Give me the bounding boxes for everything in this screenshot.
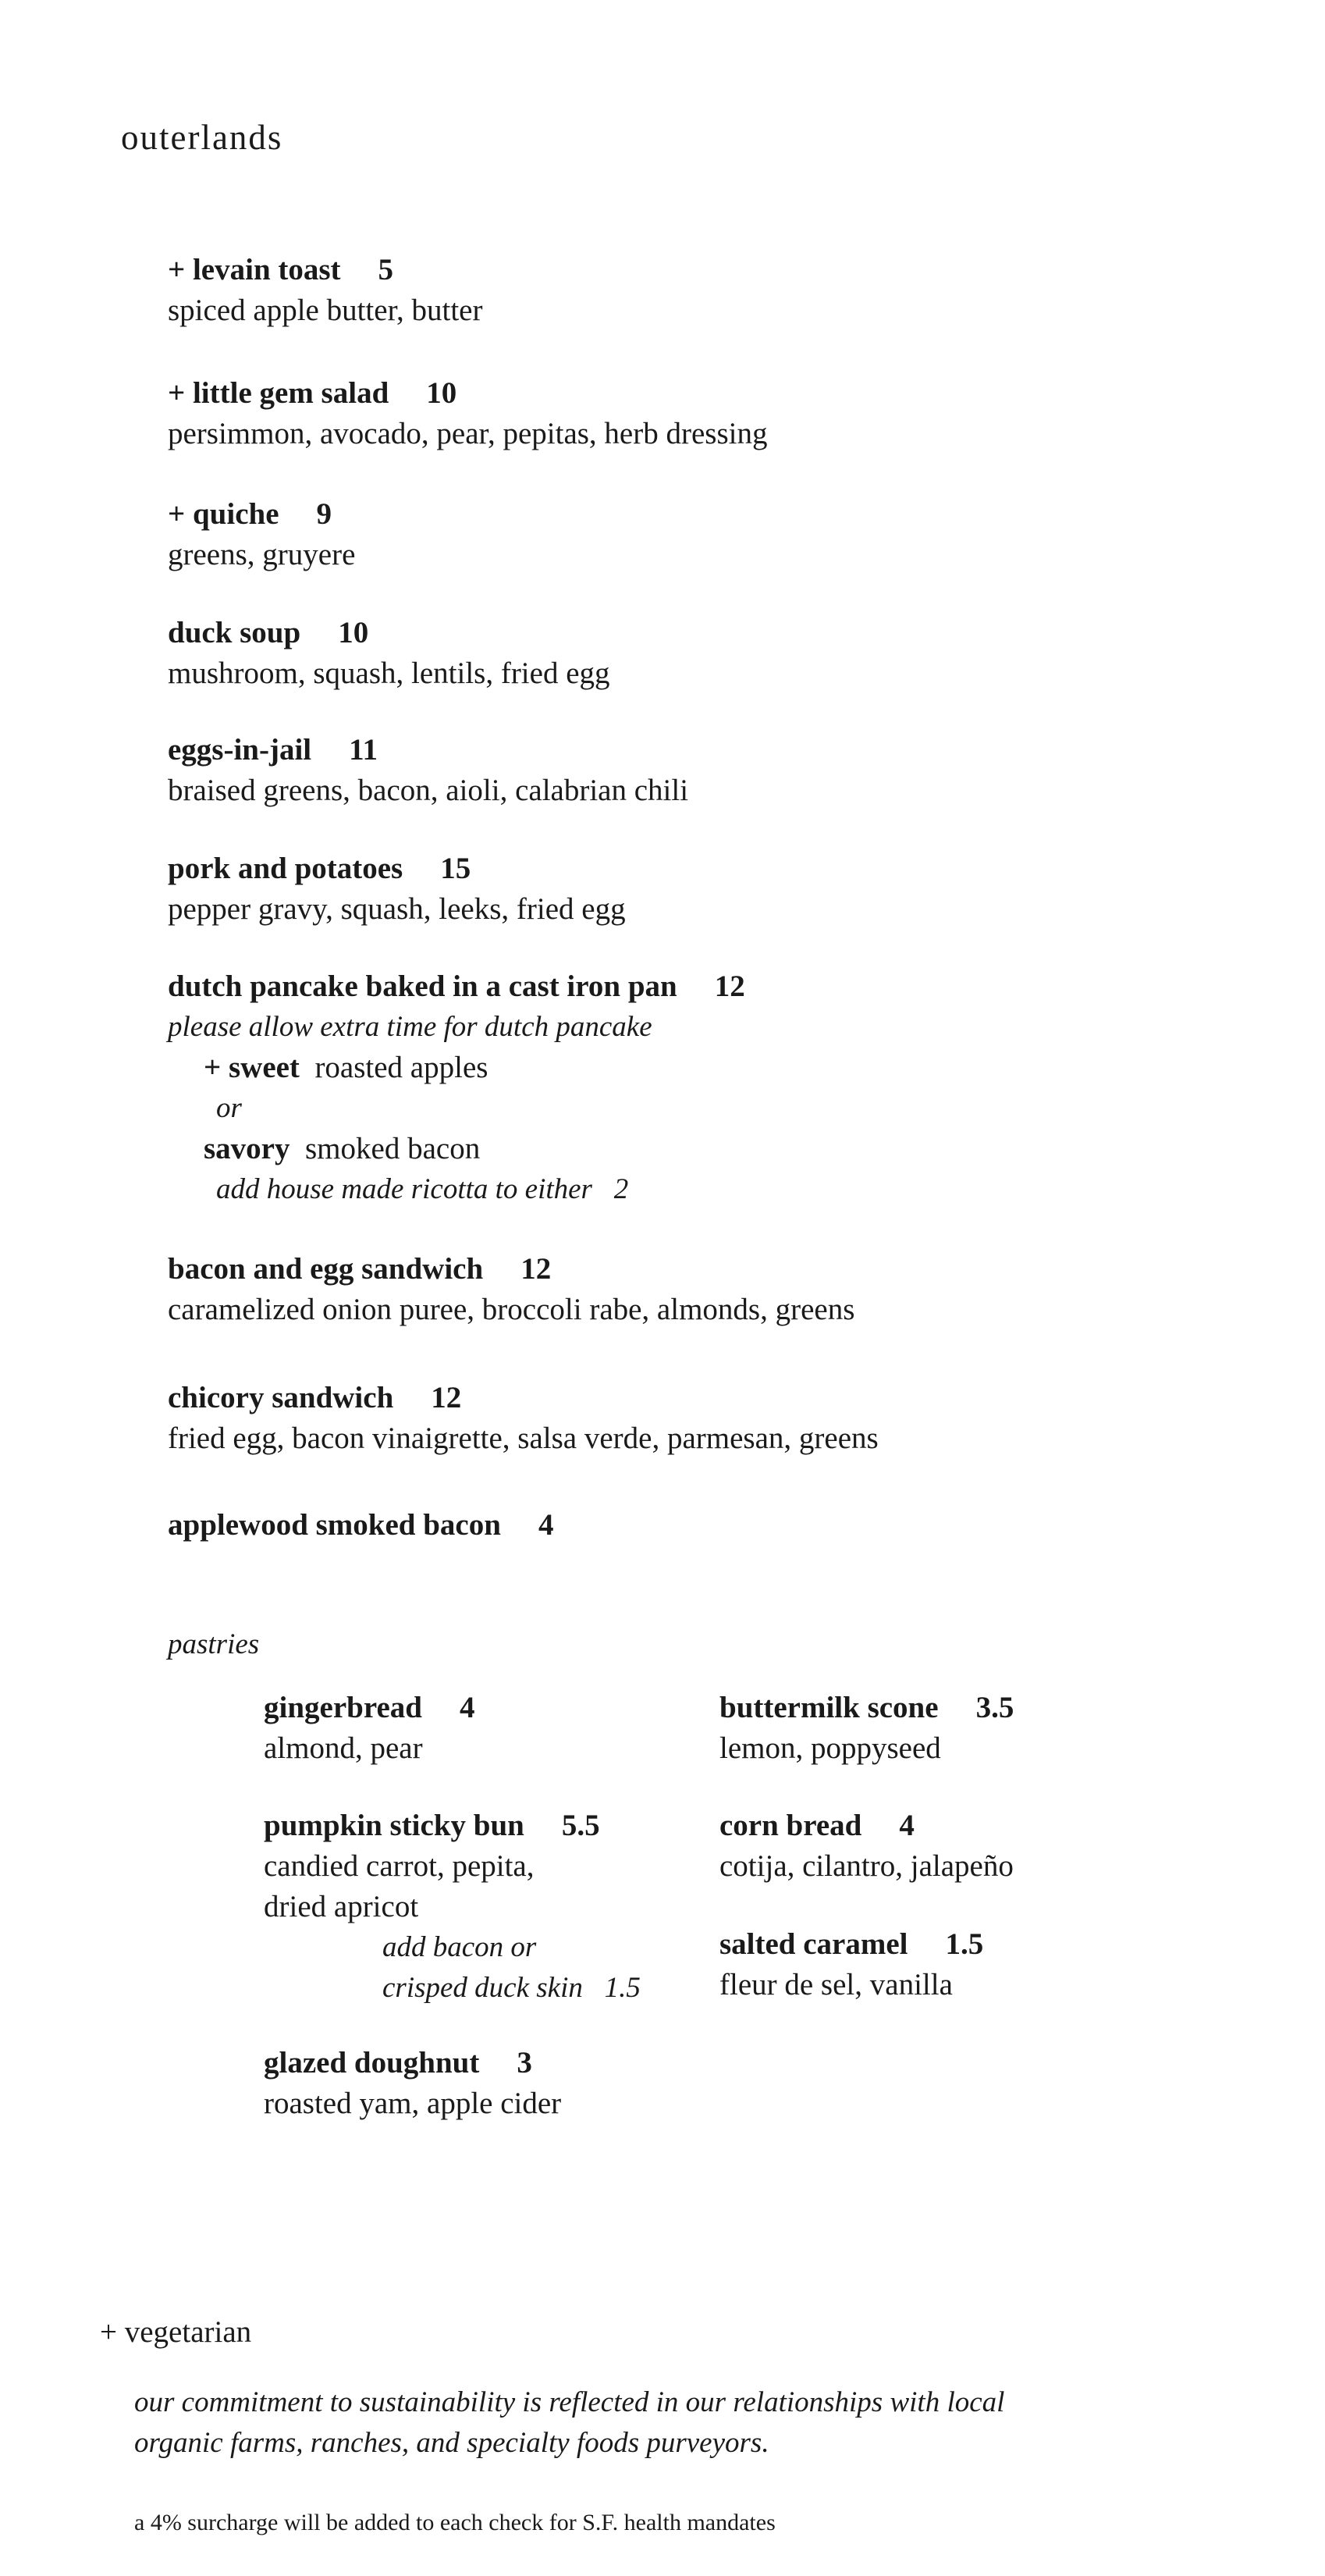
item-name: pork and potatoes [168,852,403,885]
item-title [719,1688,1014,1728]
item-price: 3 [517,2046,532,2080]
item-name: + little gem salad [168,376,389,410]
pastry-salted-caramel [719,1924,983,2005]
item-price: 4 [899,1809,915,1842]
option-label: + sweet [204,1051,300,1084]
menu-item-pork-and-potatoes [168,849,626,930]
pastry-buttermilk-scone [719,1688,1014,1769]
item-title [168,849,626,889]
item-description: spiced apple butter, butter [168,294,483,327]
item-price: 11 [349,733,378,767]
surcharge-notice: a 4% surcharge will be added to each check for S.F. health mandates [134,2510,776,2535]
item-name: gingerbread [264,1691,422,1724]
item-name: + quiche [168,497,279,531]
item-price: 10 [338,616,369,649]
pastry-glazed-doughnut [264,2043,561,2124]
menu-item-little-gem-salad [168,373,767,454]
item-addon [264,1968,641,2008]
menu-item-chicory-sandwich [168,1378,879,1459]
item-price: 5 [378,253,394,286]
option-sweet [168,1048,745,1088]
vegetarian-legend: + vegetarian [100,2315,252,2349]
item-description: fried egg, bacon vinaigrette, salsa verde, parmesan, greens [168,1421,879,1455]
addon-text: crisped duck skin [382,1972,583,2004]
option-description: roasted apples [314,1051,488,1084]
item-title [168,1505,553,1546]
statement-line: organic farms, ranches, and specialty foods purveyors. [134,2427,769,2459]
menu-item-levain-toast [168,250,482,331]
item-name: chicory sandwich [168,1381,394,1414]
item-description: lemon, poppyseed [719,1731,941,1765]
item-name: applewood smoked bacon [168,1508,501,1542]
item-name: dutch pancake baked in a cast iron pan [168,970,677,1003]
item-title [168,250,482,290]
item-name: duck soup [168,616,301,649]
item-price: 5.5 [561,1809,600,1842]
pastries-heading: pastries [168,1628,260,1660]
item-title [719,1924,983,1965]
item-addon [168,1169,745,1210]
item-title [168,373,767,414]
option-or: or [216,1092,242,1124]
item-name: eggs-in-jail [168,733,312,767]
menu-item-eggs-in-jail [168,730,688,811]
item-description: dried apricot [264,1890,419,1923]
item-note: please allow extra time for dutch pancake [168,1011,652,1043]
item-name: + levain toast [168,253,341,286]
addon-price: 1.5 [604,1972,641,2004]
addon-price: 2 [613,1173,629,1205]
item-price: 9 [316,497,332,531]
menu-item-quiche [168,494,355,575]
menu-item-duck-soup [168,613,610,694]
item-name: glazed doughnut [264,2046,480,2080]
item-name: buttermilk scone [719,1691,939,1724]
item-price: 12 [714,970,745,1003]
statement-line: our commitment to sustainability is reflected in our relationships with local [134,2386,1005,2418]
item-price: 3.5 [975,1691,1014,1724]
menu-item-applewood-smoked-bacon [168,1505,553,1546]
option-description: smoked bacon [305,1132,481,1165]
item-title [168,730,688,770]
menu-item-dutch-pancake [168,966,745,1210]
item-price: 15 [440,852,471,885]
item-description: pepper gravy, squash, leeks, fried egg [168,892,626,926]
item-title [168,613,610,653]
item-name: corn bread [719,1809,862,1842]
item-price: 12 [431,1381,462,1414]
pastry-corn-bread [719,1806,1014,1887]
item-title [719,1806,1014,1846]
item-title [264,2043,561,2083]
pastry-gingerbread [264,1688,474,1769]
item-description: persimmon, avocado, pear, pepitas, herb dressing [168,417,768,450]
item-description: almond, pear [264,1731,423,1765]
item-description: braised greens, bacon, aioli, calabrian chili [168,774,689,807]
menu-item-bacon-and-egg-sandwich [168,1249,854,1330]
item-description: greens, gruyere [168,538,356,571]
item-name: bacon and egg sandwich [168,1252,484,1286]
option-savory [168,1129,745,1169]
pastry-pumpkin-sticky-bun [264,1806,641,2008]
item-title [264,1806,641,1846]
item-title [168,1249,854,1290]
item-title [168,494,355,535]
sustainability-statement [134,2382,1004,2464]
item-description: cotija, cilantro, jalapeño [719,1849,1014,1883]
item-title [168,1378,879,1418]
item-price: 10 [426,376,457,410]
addon-text: add house made ricotta to either [216,1173,592,1205]
item-price: 4 [538,1508,554,1542]
restaurant-name: outerlands [121,118,283,157]
item-description: mushroom, squash, lentils, fried egg [168,656,610,690]
item-price: 4 [459,1691,475,1724]
item-title [168,966,745,1007]
item-name: salted caramel [719,1927,908,1961]
item-description: fleur de sel, vanilla [719,1968,953,2001]
item-price: 12 [520,1252,552,1286]
item-description: caramelized onion puree, broccoli rabe, almonds, greens [168,1293,855,1326]
item-price: 1.5 [945,1927,984,1961]
option-label: savory [204,1132,290,1165]
item-description: roasted yam, apple cider [264,2087,562,2120]
item-description: candied carrot, pepita, [264,1849,535,1883]
item-addon: add bacon or [382,1931,537,1963]
item-name: pumpkin sticky bun [264,1809,524,1842]
item-title [264,1688,474,1728]
